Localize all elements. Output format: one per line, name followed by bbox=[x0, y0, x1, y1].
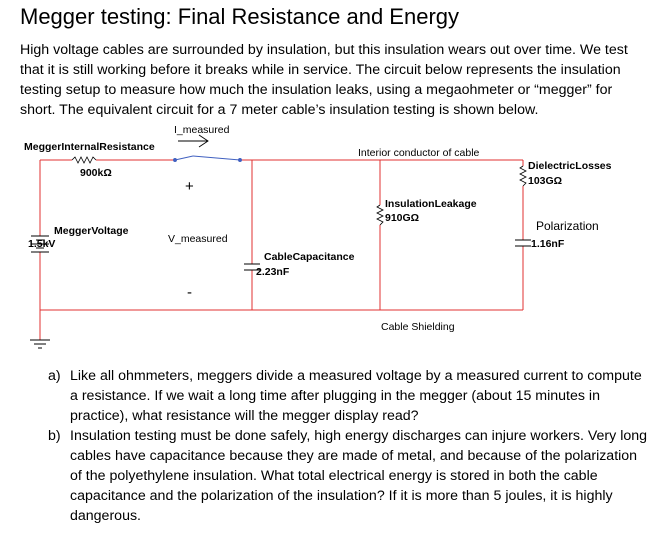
megger-resistor-symbol bbox=[72, 157, 96, 163]
polarization-capacitor-symbol bbox=[515, 240, 531, 246]
minus-sign: - bbox=[187, 284, 192, 301]
question-a-text: Like all ohmmeters, meggers divide a measured voltage by a measured current to compute a resistance. If we wait a long time after plugging in the megger (about 15 minutes in practice), what resistance will the megger display read? bbox=[70, 368, 642, 424]
leakage-resistor-symbol bbox=[377, 205, 383, 225]
resistor-value: 900kΩ bbox=[80, 167, 112, 179]
resistor-name: MeggerInternalResistance bbox=[24, 141, 155, 153]
question-b-text: Insulation testing must be done safely, high energy discharges can injure workers. Very long cables have capacitance because they are made of metal, and because of the polarization of the polyethylene insulation. What total electrical energy is stored in both the cable capacitance and the polarization of the insulation? If it is more than 5 joules, it is highly dangerous. bbox=[70, 428, 648, 524]
plus-sign: + bbox=[185, 178, 194, 195]
current-label: I_measured bbox=[174, 124, 230, 136]
polarization-name: Polarization bbox=[536, 219, 599, 233]
v-measured-label: V_measured bbox=[168, 233, 228, 245]
question-a bbox=[48, 366, 648, 426]
cable-capacitance-value: 2.23nF bbox=[256, 266, 290, 278]
question-b bbox=[48, 426, 648, 526]
cable-capacitance-name: CableCapacitance bbox=[264, 251, 355, 263]
current-arrow-icon bbox=[178, 135, 208, 147]
question-a-marker: a) bbox=[48, 368, 61, 384]
dielectric-losses-value: 103GΩ bbox=[528, 175, 563, 187]
cable-shielding-label: Cable Shielding bbox=[381, 321, 455, 333]
insulation-leakage-name: InsulationLeakage bbox=[385, 198, 477, 210]
question-list bbox=[48, 366, 648, 526]
source-name: MeggerVoltage bbox=[54, 225, 129, 237]
interior-conductor-label: Interior conductor of cable bbox=[358, 147, 480, 159]
polarization-value: 1.16nF bbox=[531, 238, 565, 250]
question-b-marker: b) bbox=[48, 428, 61, 444]
dielectric-losses-name: DielectricLosses bbox=[528, 160, 612, 172]
source-value: 1.5kV bbox=[28, 238, 56, 250]
circuit-wires bbox=[40, 160, 523, 340]
current-probe-symbol bbox=[174, 156, 242, 162]
ground-icon bbox=[30, 340, 50, 348]
dielectric-resistor-symbol bbox=[520, 166, 526, 186]
insulation-leakage-value: 910GΩ bbox=[385, 212, 420, 224]
page-title: Megger testing: Final Resistance and Energy bbox=[20, 4, 460, 29]
intro-paragraph: High voltage cables are surrounded by insulation, but this insulation wears out over time. We test that it is still working before it breaks while in service. The circuit below represents the insulation testing setup to measure how much the insulation leaks, using a megaohmeter or “megger” for short. The equivalent circuit for a 7 meter cable’s insulation testing is shown below. bbox=[20, 42, 628, 118]
